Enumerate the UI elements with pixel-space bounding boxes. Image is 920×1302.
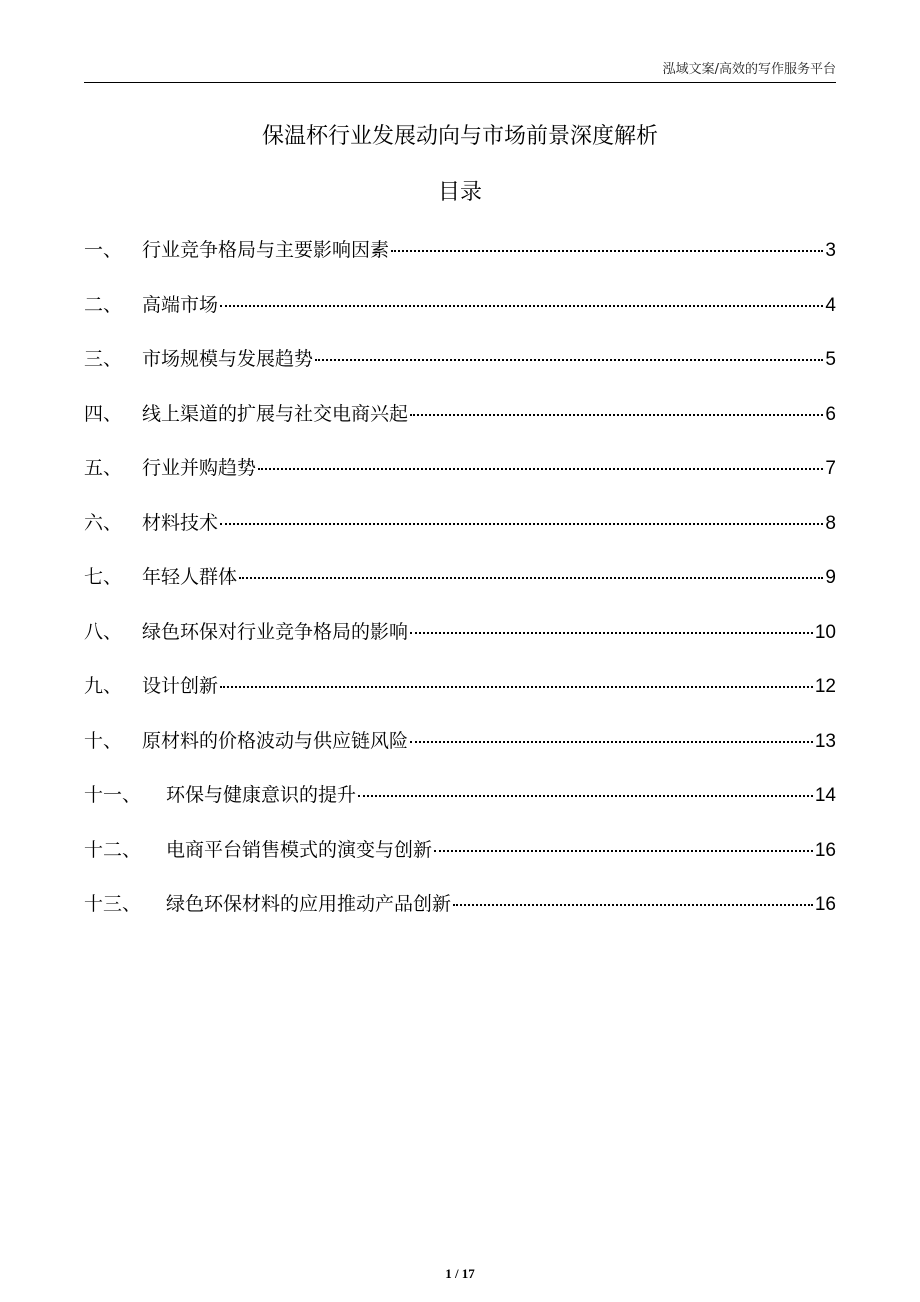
toc-entry[interactable] — [84, 232, 836, 287]
toc-dot-leader — [410, 741, 813, 743]
toc-entry-page: 16 — [814, 894, 836, 915]
toc-entry-page: 14 — [814, 785, 836, 806]
toc-entry-title: 原材料的价格波动与供应链风险 — [142, 729, 409, 752]
toc-entry-page: 3 — [825, 240, 836, 261]
toc-entry-page: 7 — [825, 458, 836, 479]
toc-dot-leader — [410, 414, 823, 416]
toc-entry[interactable] — [84, 668, 836, 723]
toc-entry-number: 二、 — [84, 293, 123, 316]
toc-entry[interactable] — [84, 886, 836, 941]
toc-dot-leader — [315, 359, 823, 361]
toc-entry-title: 线上渠道的扩展与社交电商兴起 — [142, 402, 409, 425]
toc-entry-number: 八、 — [84, 620, 123, 643]
toc-entry-page: 10 — [814, 621, 836, 643]
toc-entry-number: 七、 — [84, 566, 123, 588]
toc-heading: 目录 — [437, 180, 482, 205]
toc-dot-leader — [358, 795, 813, 797]
toc-entry-title: 电商平台销售模式的演变与创新 — [166, 838, 433, 861]
toc-entry-page: 5 — [825, 349, 836, 370]
toc-entry[interactable] — [84, 287, 836, 342]
toc-entry-title: 材料技术 — [142, 511, 219, 534]
toc-entry-title: 设计创新 — [142, 675, 219, 697]
toc-entry[interactable] — [84, 450, 836, 505]
toc-dot-leader — [220, 686, 813, 688]
toc-entry-number: 五、 — [84, 457, 123, 479]
toc-entry-title: 绿色环保材料的应用推动产品创新 — [166, 893, 452, 915]
toc-entry-page: 4 — [825, 294, 836, 316]
header-divider — [84, 82, 836, 83]
page-header-text: 泓域文案/高效的写作服务平台 — [662, 62, 836, 77]
toc-entry-title: 高端市场 — [142, 293, 219, 316]
toc-entry-number: 三、 — [84, 348, 123, 370]
toc-entry-number: 六、 — [84, 511, 123, 534]
toc-entry-page: 13 — [814, 730, 836, 752]
toc-entry-title: 市场规模与发展趋势 — [142, 348, 314, 370]
toc-dot-leader — [391, 250, 823, 252]
toc-entry-number: 十、 — [84, 729, 123, 752]
toc-dot-leader — [453, 904, 813, 906]
document-title: 保温杯行业发展动向与市场前景深度解析 — [261, 124, 658, 149]
toc-entry-number: 一、 — [84, 239, 123, 261]
toc-entry-title: 环保与健康意识的提升 — [166, 784, 357, 806]
toc-entry[interactable] — [84, 832, 836, 887]
toc-entry-title: 年轻人群体 — [142, 566, 238, 588]
toc-entry-page: 16 — [814, 839, 836, 861]
toc-entry-title: 绿色环保对行业竞争格局的影响 — [142, 620, 409, 643]
toc-entry-page: 9 — [825, 567, 836, 588]
toc-dot-leader — [239, 577, 823, 579]
toc-entry-title: 行业并购趋势 — [142, 457, 257, 479]
toc-entry-number: 四、 — [84, 402, 123, 425]
toc-entry[interactable] — [84, 723, 836, 778]
toc-entry[interactable] — [84, 777, 836, 832]
toc-entry[interactable] — [84, 505, 836, 560]
toc-entry-number: 十一、 — [84, 784, 142, 806]
toc-entry[interactable] — [84, 614, 836, 669]
toc-entry-page: 6 — [825, 403, 836, 425]
toc-dot-leader — [410, 632, 813, 634]
toc-entry-page: 8 — [825, 512, 836, 534]
toc-entry-page: 12 — [814, 676, 836, 697]
toc-dot-leader — [220, 305, 823, 307]
toc-entry-number: 十二、 — [84, 838, 142, 861]
toc-dot-leader — [220, 523, 823, 525]
toc-entry-title: 行业竞争格局与主要影响因素 — [142, 239, 390, 261]
toc-entry[interactable] — [84, 341, 836, 396]
toc-entry-number: 九、 — [84, 675, 123, 697]
toc-entry[interactable] — [84, 396, 836, 451]
toc-dot-leader — [258, 468, 823, 470]
toc-dot-leader — [434, 850, 813, 852]
page-number-indicator: 1 / 17 — [445, 1266, 475, 1281]
toc-entry[interactable] — [84, 559, 836, 614]
toc-entry-number: 十三、 — [84, 893, 142, 915]
table-of-contents — [84, 232, 836, 941]
